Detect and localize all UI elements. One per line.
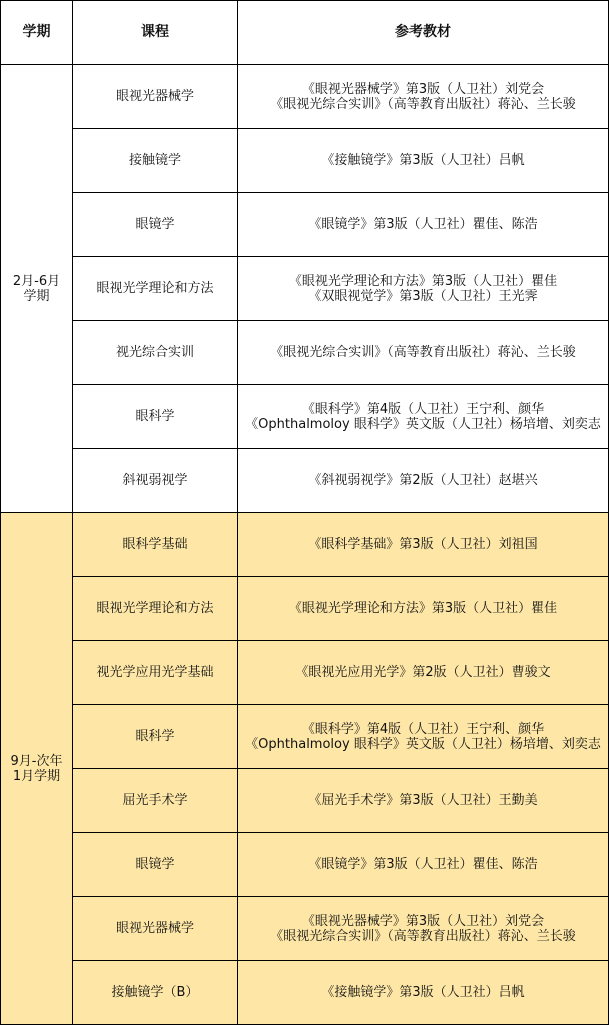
header-row — [1, 1, 609, 65]
materials-cell — [238, 257, 609, 321]
materials-cell — [238, 385, 609, 449]
material-entry: 《眼科学基础》第3版（人卫社）刘祖国 — [308, 537, 538, 552]
term-label: 1月学期 — [12, 768, 61, 784]
material-entry: 《眼镜学》第3版（人卫社）瞿佳、陈浩 — [308, 857, 538, 872]
materials-cell — [238, 513, 609, 577]
header-course: 课程 — [73, 1, 238, 65]
table-row — [1, 385, 609, 449]
table-row — [1, 449, 609, 513]
course-cell: 视光综合实训 — [73, 321, 238, 385]
course-cell: 眼视光学理论和方法 — [73, 577, 238, 641]
term-label: 2月-6月 — [12, 273, 61, 289]
materials-cell — [238, 641, 609, 705]
material-entry: 《眼视光综合实训》（高等教育出版社）蒋沁、兰长骏 — [270, 345, 576, 360]
table-row — [1, 577, 609, 641]
materials-cell — [238, 897, 609, 961]
table-row — [1, 897, 609, 961]
material-entry: 《接触镜学》第3版（人卫社）吕帆 — [321, 153, 525, 168]
table-row — [1, 321, 609, 385]
table-row — [1, 961, 609, 1025]
material-entry: 《眼科学》第4版（人卫社）王宁利、颜华 — [301, 721, 545, 737]
term-cell — [1, 513, 73, 1025]
table-row — [1, 769, 609, 833]
materials-cell — [238, 769, 609, 833]
material-entry: 《眼视光器械学》第3版（人卫社）刘党会 — [301, 913, 545, 929]
material-entry: 《眼镜学》第3版（人卫社）瞿佳、陈浩 — [308, 217, 538, 232]
materials-cell — [238, 193, 609, 257]
material-entry: 《Ophthalmoloy 眼科学》英文版（人卫社）杨培增、刘奕志 — [245, 416, 601, 432]
term-cell — [1, 65, 73, 513]
material-entry: 《眼视光综合实训》（高等教育出版社）蒋沁、兰长骏 — [270, 928, 576, 944]
table-row — [1, 65, 609, 129]
material-entry: 《斜视弱视学》第2版（人卫社）赵堪兴 — [308, 473, 538, 488]
header-materials: 参考教材 — [238, 1, 609, 65]
material-entry: 《眼视光学理论和方法》第3版（人卫社）瞿佳 — [288, 601, 558, 616]
header-term: 学期 — [1, 1, 73, 65]
course-cell: 眼科学 — [73, 385, 238, 449]
materials-cell — [238, 961, 609, 1025]
course-cell: 眼科学 — [73, 705, 238, 769]
table-row — [1, 641, 609, 705]
table-row — [1, 193, 609, 257]
materials-cell — [238, 65, 609, 129]
material-entry: 《双眼视觉学》第3版（人卫社）王光霁 — [308, 288, 538, 304]
materials-cell — [238, 705, 609, 769]
materials-cell — [238, 577, 609, 641]
material-entry: 《眼视光应用光学》第2版（人卫社）曹骏文 — [295, 665, 551, 680]
material-entry: 《屈光手术学》第3版（人卫社）王勤美 — [308, 793, 538, 808]
materials-cell — [238, 129, 609, 193]
term-label: 学期 — [23, 288, 50, 304]
table-row — [1, 513, 609, 577]
course-cell: 眼视光器械学 — [73, 65, 238, 129]
table-row — [1, 257, 609, 321]
table-row — [1, 129, 609, 193]
material-entry: 《眼科学》第4版（人卫社）王宁利、颜华 — [301, 401, 545, 417]
course-cell: 视光学应用光学基础 — [73, 641, 238, 705]
course-cell: 斜视弱视学 — [73, 449, 238, 513]
material-entry: 《眼视光学理论和方法》第3版（人卫社）瞿佳 — [288, 273, 558, 289]
material-entry: 《眼视光器械学》第3版（人卫社）刘党会 — [301, 81, 545, 97]
course-cell: 眼视光器械学 — [73, 897, 238, 961]
course-cell: 眼视光学理论和方法 — [73, 257, 238, 321]
material-entry: 《眼视光综合实训》（高等教育出版社）蒋沁、兰长骏 — [270, 96, 576, 112]
table-row — [1, 705, 609, 769]
material-entry: 《接触镜学》第3版（人卫社）吕帆 — [321, 985, 525, 1000]
course-cell: 接触镜学 — [73, 129, 238, 193]
course-cell: 眼镜学 — [73, 833, 238, 897]
course-cell: 屈光手术学 — [73, 769, 238, 833]
term-label: 9月-次年 — [10, 753, 63, 769]
table-row — [1, 833, 609, 897]
materials-cell — [238, 321, 609, 385]
course-cell: 眼镜学 — [73, 193, 238, 257]
course-cell: 接触镜学（B） — [73, 961, 238, 1025]
material-entry: 《Ophthalmoloy 眼科学》英文版（人卫社）杨培增、刘奕志 — [245, 736, 601, 752]
course-cell: 眼科学基础 — [73, 513, 238, 577]
materials-cell — [238, 449, 609, 513]
materials-cell — [238, 833, 609, 897]
